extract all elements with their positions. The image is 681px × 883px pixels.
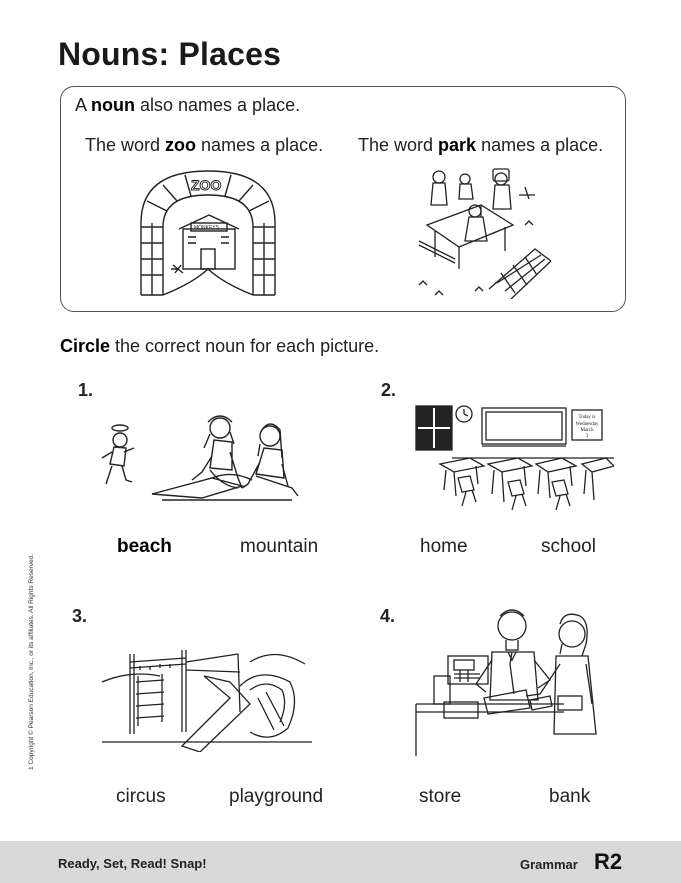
footer-page-code: R2 xyxy=(594,849,623,874)
page-title: Nouns: Places xyxy=(58,36,282,72)
playground-illustration xyxy=(100,642,312,752)
calendar-line3: March xyxy=(580,428,594,433)
item-1-choice-beach[interactable]: beach xyxy=(117,536,172,557)
item-2-choice-home[interactable]: home xyxy=(420,536,468,557)
item-4-choice-store[interactable]: store xyxy=(419,786,462,807)
item-2-number: 2. xyxy=(381,380,397,400)
beach-illustration xyxy=(92,408,302,504)
calendar-line2: Wednesday xyxy=(575,422,599,427)
calendar-line4: 3 xyxy=(585,434,589,439)
footer-series-title: Ready, Set, Read! Snap! xyxy=(58,856,207,871)
item-1-number: 1. xyxy=(78,380,94,400)
calendar-line1: Today is xyxy=(578,415,596,420)
zoo-sign-text: ZOO xyxy=(191,177,222,193)
monkey-sign-text: MONKEYS xyxy=(194,225,220,231)
item-3-number: 3. xyxy=(72,606,88,626)
example-park: The word park names a place. xyxy=(358,135,604,155)
item-3-choice-circus[interactable]: circus xyxy=(116,786,166,807)
zoo-gate-illustration xyxy=(133,165,283,299)
info-box xyxy=(60,86,626,312)
item-1-choice-mountain[interactable]: mountain xyxy=(240,536,319,557)
instructions: Circle the correct noun for each picture. xyxy=(60,336,380,356)
item-3-choice-playground[interactable]: playground xyxy=(229,786,324,807)
footer-bar xyxy=(0,841,681,883)
classroom-illustration xyxy=(412,398,614,520)
item-4-choice-bank[interactable]: bank xyxy=(549,786,591,807)
example-zoo: The word zoo names a place. xyxy=(85,135,324,155)
copyright-notice: 1 Copyright © Pearson Education, Inc., or its affiliates. All Rights Reserved. xyxy=(28,553,35,770)
footer-subject: Grammar xyxy=(520,857,578,872)
info-definition: A noun also names a place. xyxy=(75,95,301,115)
item-4-number: 4. xyxy=(380,606,396,626)
item-2-choice-school[interactable]: school xyxy=(541,536,596,557)
park-picnic-illustration xyxy=(415,165,551,299)
store-illustration xyxy=(414,604,600,756)
